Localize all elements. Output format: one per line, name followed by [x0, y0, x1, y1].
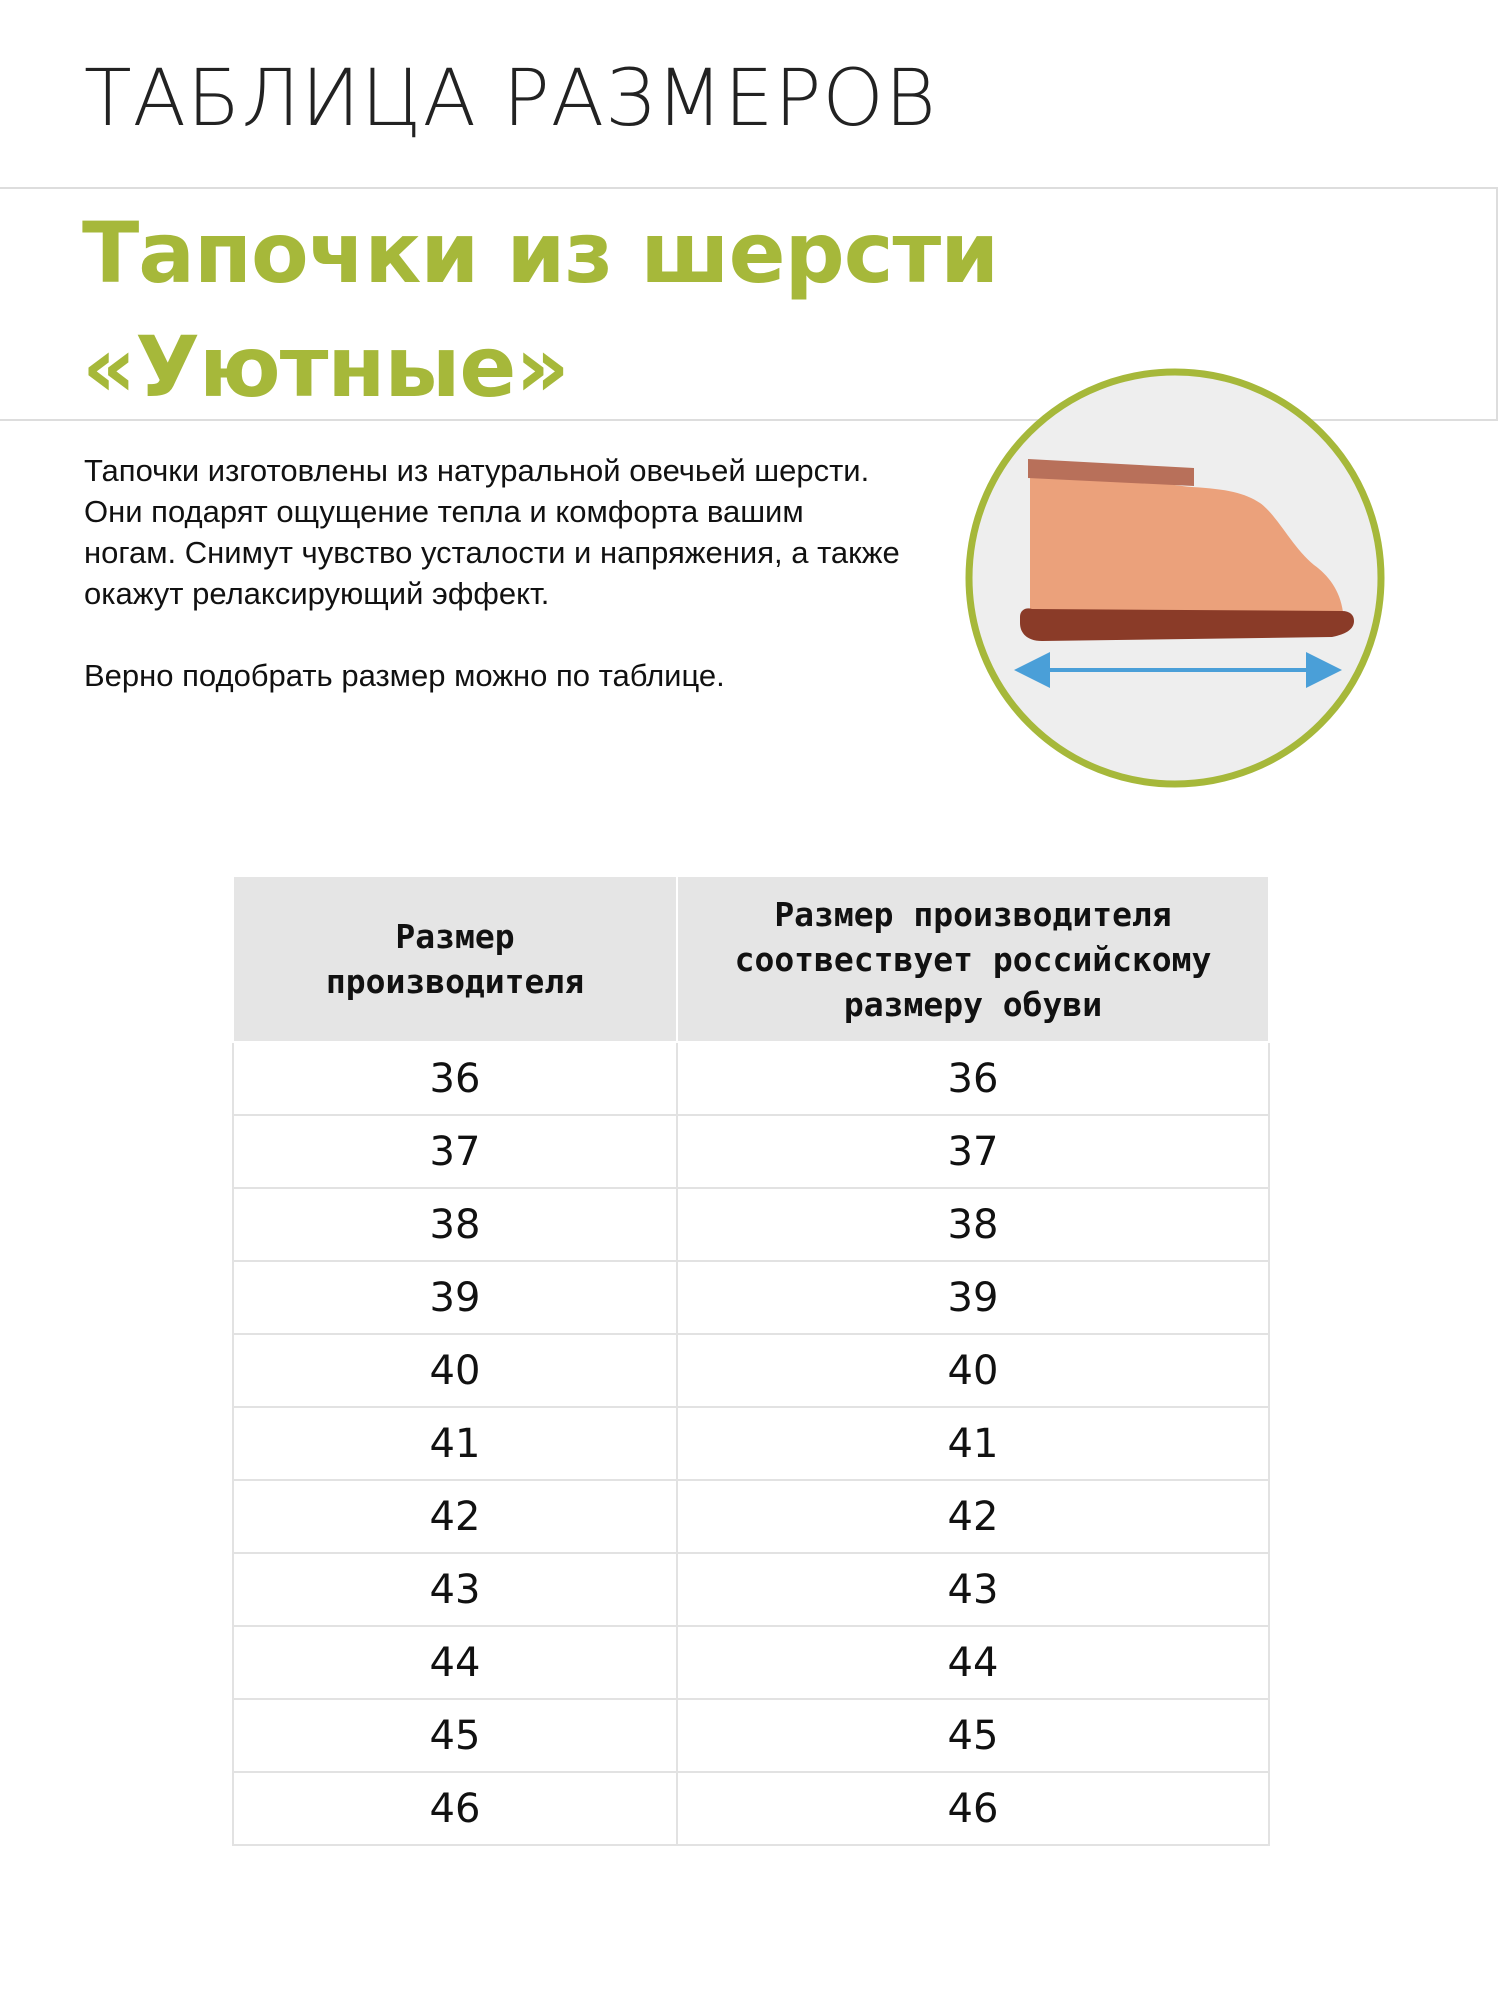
table-row	[233, 1188, 1269, 1261]
table-row	[233, 1626, 1269, 1699]
header-russian-size	[677, 876, 1269, 1042]
description-text: Тапочки изготовлены из натуральной овечьей шерсти. Они подарят ощущение тепла и комфорта вашим ногам. Снимут чувство усталости и напряжения, а также окажут релаксирующий эффект.	[84, 453, 900, 611]
slipper-illustration	[962, 365, 1388, 791]
manufacturer-size-cell: 40	[233, 1334, 677, 1407]
russian-size-cell: 43	[677, 1553, 1269, 1626]
manufacturer-size-cell: 39	[233, 1261, 677, 1334]
manufacturer-size-cell: 41	[233, 1407, 677, 1480]
table-row	[233, 1699, 1269, 1772]
product-title-line-2: «Уютные»	[82, 318, 569, 416]
product-title-line-1: Тапочки из шерсти	[82, 204, 999, 302]
product-title	[82, 196, 1082, 424]
table-row	[233, 1334, 1269, 1407]
russian-size-cell: 46	[677, 1772, 1269, 1845]
russian-size-cell: 36	[677, 1042, 1269, 1115]
header-line: производителя	[325, 962, 585, 1001]
manufacturer-size-cell: 43	[233, 1553, 677, 1626]
description	[84, 450, 904, 696]
russian-size-cell: 38	[677, 1188, 1269, 1261]
table-row	[233, 1042, 1269, 1115]
russian-size-cell: 42	[677, 1480, 1269, 1553]
manufacturer-size-cell: 42	[233, 1480, 677, 1553]
table-header-row	[233, 876, 1269, 1042]
table-row	[233, 1772, 1269, 1845]
russian-size-cell: 39	[677, 1261, 1269, 1334]
header-line: Размер	[395, 917, 515, 956]
manufacturer-size-cell: 45	[233, 1699, 677, 1772]
table-row	[233, 1480, 1269, 1553]
manufacturer-size-cell: 37	[233, 1115, 677, 1188]
manufacturer-size-cell: 36	[233, 1042, 677, 1115]
manufacturer-size-cell: 38	[233, 1188, 677, 1261]
header-line: соотвествует российскому	[734, 939, 1212, 979]
table-row	[233, 1407, 1269, 1480]
header-line: размеру обуви	[843, 984, 1103, 1024]
header-line: Размер производителя	[774, 894, 1172, 934]
russian-size-cell: 44	[677, 1626, 1269, 1699]
table-row	[233, 1115, 1269, 1188]
russian-size-cell: 40	[677, 1334, 1269, 1407]
table-row	[233, 1553, 1269, 1626]
size-table	[232, 875, 1270, 1846]
table-row	[233, 1261, 1269, 1334]
description-hint: Верно подобрать размер можно по таблице.	[84, 658, 725, 693]
russian-size-cell: 37	[677, 1115, 1269, 1188]
russian-size-cell: 41	[677, 1407, 1269, 1480]
page-title: ТАБЛИЦА РАЗМЕРОВ	[84, 54, 937, 144]
manufacturer-size-cell: 46	[233, 1772, 677, 1845]
header-manufacturer-size	[233, 876, 677, 1042]
russian-size-cell: 45	[677, 1699, 1269, 1772]
manufacturer-size-cell: 44	[233, 1626, 677, 1699]
